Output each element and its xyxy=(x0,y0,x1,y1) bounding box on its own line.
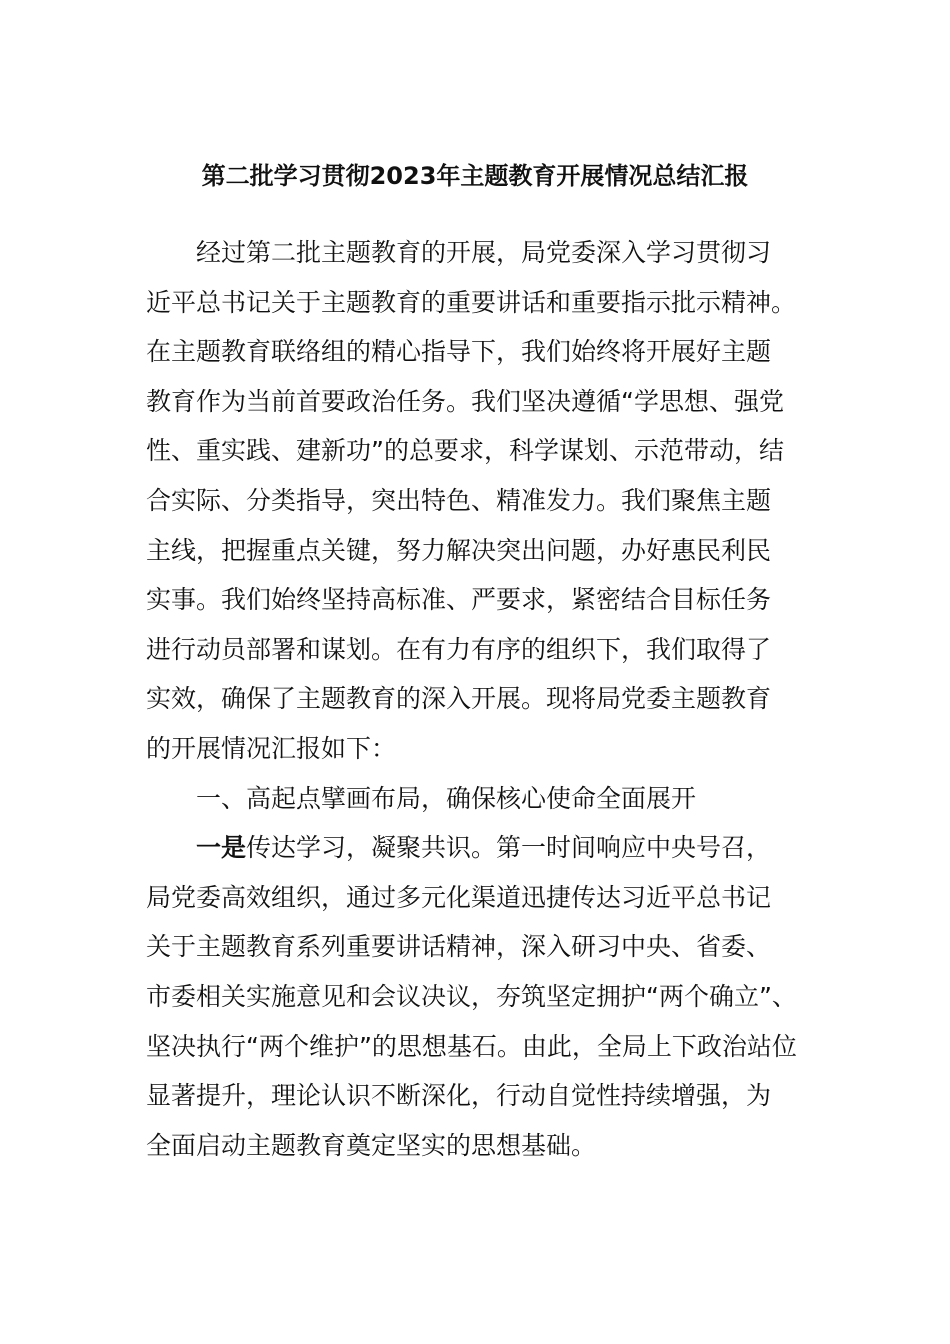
paragraph-1-line: 进行动员部署和谋划。在有力有序的组织下，我们取得了 xyxy=(146,634,772,664)
paragraph-2-first-line-rest: 传达学习，凝聚共识。第一时间响应中央号召， xyxy=(246,833,772,863)
paragraph-2-lead: 一是 xyxy=(196,833,247,863)
section-1-heading: 一、高起点擘画布局，确保核心使命全面展开 xyxy=(196,783,697,813)
paragraph-2-line: 显著提升，理论认识不断深化，行动自觉性持续增强，为 xyxy=(146,1081,772,1111)
paragraph-1-line: 教育作为当前首要政治任务。我们坚决遵循“学思想、强党 xyxy=(146,386,784,416)
paragraph-2-line: 坚决执行“两个维护”的思想基石。由此，全局上下政治站位 xyxy=(146,1031,797,1061)
paragraph-2-line: 市委相关实施意见和会议决议，夯筑坚定拥护“两个确立”、 xyxy=(146,981,797,1011)
paragraph-1-line: 性、重实践、建新功”的总要求，科学谋划、示范带动，结 xyxy=(146,436,784,466)
paragraph-1-line: 主线，把握重点关键，努力解决突出问题，办好惠民利民 xyxy=(146,535,772,565)
paragraph-1-line: 合实际、分类指导，突出特色、精准发力。我们聚焦主题 xyxy=(146,485,772,515)
paragraph-2-line: 局党委高效组织，通过多元化渠道迅捷传达习近平总书记 xyxy=(146,882,772,912)
document-title: 第二批学习贯彻2023年主题教育开展情况总结汇报 xyxy=(201,162,749,190)
document-body xyxy=(146,228,806,1170)
paragraph-1-line: 近平总书记关于主题教育的重要讲话和重要指示批示精神。 xyxy=(146,287,797,317)
paragraph-1-line: 在主题教育联络组的精心指导下，我们始终将开展好主题 xyxy=(146,337,772,367)
paragraph-1-line: 的开展情况汇报如下： xyxy=(146,733,397,763)
paragraph-1-line: 实事。我们始终坚持高标准、严要求，紧密结合目标任务 xyxy=(146,585,772,615)
paragraph-2-line: 全面启动主题教育奠定坚实的思想基础。 xyxy=(146,1130,597,1160)
paragraph-2-first-line xyxy=(146,823,806,873)
paragraph-1-line: 实效，确保了主题教育的深入开展。现将局党委主题教育 xyxy=(146,684,772,714)
paragraph-2-line: 关于主题教育系列重要讲话精神，深入研习中央、省委、 xyxy=(146,932,772,962)
paragraph-1-line: 经过第二批主题教育的开展，局党委深入学习贯彻习 xyxy=(196,238,772,267)
